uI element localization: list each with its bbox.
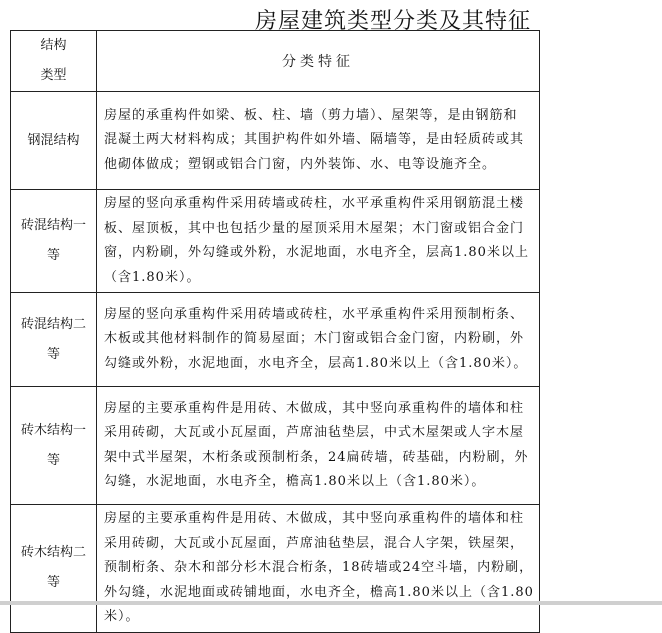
table-row xyxy=(11,92,540,190)
feature-text-line: 米）。 xyxy=(104,609,140,624)
feature-text-line: 采用砖砌，大瓦或小瓦屋面，芦席油毡垫层，中式木屋架或人字木屋 xyxy=(104,425,525,440)
header-type-line: 结构 xyxy=(40,38,67,53)
feature-text-line: 勾缝，水泥地面，水电齐全，檐高1.80米以上（含1.80米）。 xyxy=(104,474,486,489)
feature-cell xyxy=(97,190,540,293)
feature-text-line: 板、屋顶板，其中也包括少量的屋顶采用木屋架；木门窗或铝合金门 xyxy=(104,220,525,236)
structure-type-text: 砖混结构二 xyxy=(20,316,86,332)
building-type-table xyxy=(10,30,540,633)
structure-type-cell xyxy=(11,92,97,190)
feature-text-line: （含1.80米）。 xyxy=(104,269,201,285)
structure-type-text: 等 xyxy=(46,452,60,468)
feature-text-line: 房屋的竖向承重构件采用砖墙或砖柱，水平承重构件采用钢筋混土楼 xyxy=(104,196,525,211)
feature-text-line: 房屋的主要承重构件是用砖、木做成，其中竖向承重构件的墙体和柱 xyxy=(104,511,525,526)
feature-text-line: 预制桁条、杂木和部分杉木混合桁条，18砖墙或24空斗墙，内粉刷， xyxy=(104,560,534,575)
structure-type-text: 等 xyxy=(46,346,60,362)
structure-type-text: 钢混结构 xyxy=(27,132,80,148)
feature-text-line: 木板或其他材料制作的简易屋面；木门窗或铝合金门窗，内粉刷，外 xyxy=(104,331,525,347)
structure-type-cell xyxy=(11,387,97,505)
structure-type-text: 砖木结构二 xyxy=(20,545,86,561)
feature-text-line: 混凝土两大材料构成；其围护构件如外墙、隔墙等，是由轻质砖或其 xyxy=(104,132,525,148)
structure-type-cell xyxy=(11,505,97,633)
table-row xyxy=(11,190,540,293)
feature-cell xyxy=(97,293,540,387)
bottom-edge xyxy=(0,601,662,605)
structure-type-text: 砖木结构一 xyxy=(20,422,86,438)
feature-text-line: 架中式半屋架，木桁条或预制桁条，24扁砖墙，砖基础，内粉刷，外 xyxy=(104,449,529,465)
feature-text-line: 采用砖砌，大瓦或小瓦屋面，芦席油毡垫层，混合人字架，铁屋架， xyxy=(104,535,525,551)
feature-text-line: 外勾缝，水泥地面或砖铺地面，水电齐全，檐高1.80米以上（含1.80 xyxy=(104,584,534,600)
table-row xyxy=(11,505,540,633)
table-row xyxy=(11,293,540,387)
feature-text-line: 勾缝或外粉，水泥地面，水电齐全，层高1.80米以上（含1.80米）。 xyxy=(104,355,528,371)
structure-type-text: 等 xyxy=(46,575,60,591)
feature-cell xyxy=(97,387,540,505)
structure-type-cell xyxy=(11,190,97,293)
feature-cell xyxy=(97,505,540,633)
feature-cell xyxy=(97,92,540,190)
structure-type-cell xyxy=(11,293,97,387)
header-structure-type xyxy=(11,31,97,92)
table-header-row xyxy=(11,31,540,92)
feature-text-line: 房屋的承重构件如梁、板、柱、墙（剪力墙）、屋架等，是由钢筋和 xyxy=(104,107,518,123)
structure-type-text: 等 xyxy=(46,248,60,263)
header-feature: 分类特征 xyxy=(97,31,540,92)
feature-text-line: 他砌体做成；塑钢或铝合门窗，内外装饰、水、电等设施齐全。 xyxy=(104,156,497,172)
header-type-line: 类型 xyxy=(40,68,67,83)
feature-text-line: 房屋的竖向承重构件采用砖墙或砖柱，水平承重构件采用预制桁条、 xyxy=(104,306,525,322)
feature-text-line: 窗，内粉刷，外勾缝或外粉，水泥地面，水电齐全，层高1.80米以上 xyxy=(104,245,529,260)
document-title: 房屋建筑类型分类及其特征 xyxy=(255,9,532,34)
structure-type-text: 砖混结构一 xyxy=(20,218,86,233)
table-row xyxy=(11,387,540,505)
feature-text-line: 房屋的主要承重构件是用砖、木做成，其中竖向承重构件的墙体和柱 xyxy=(104,400,525,416)
